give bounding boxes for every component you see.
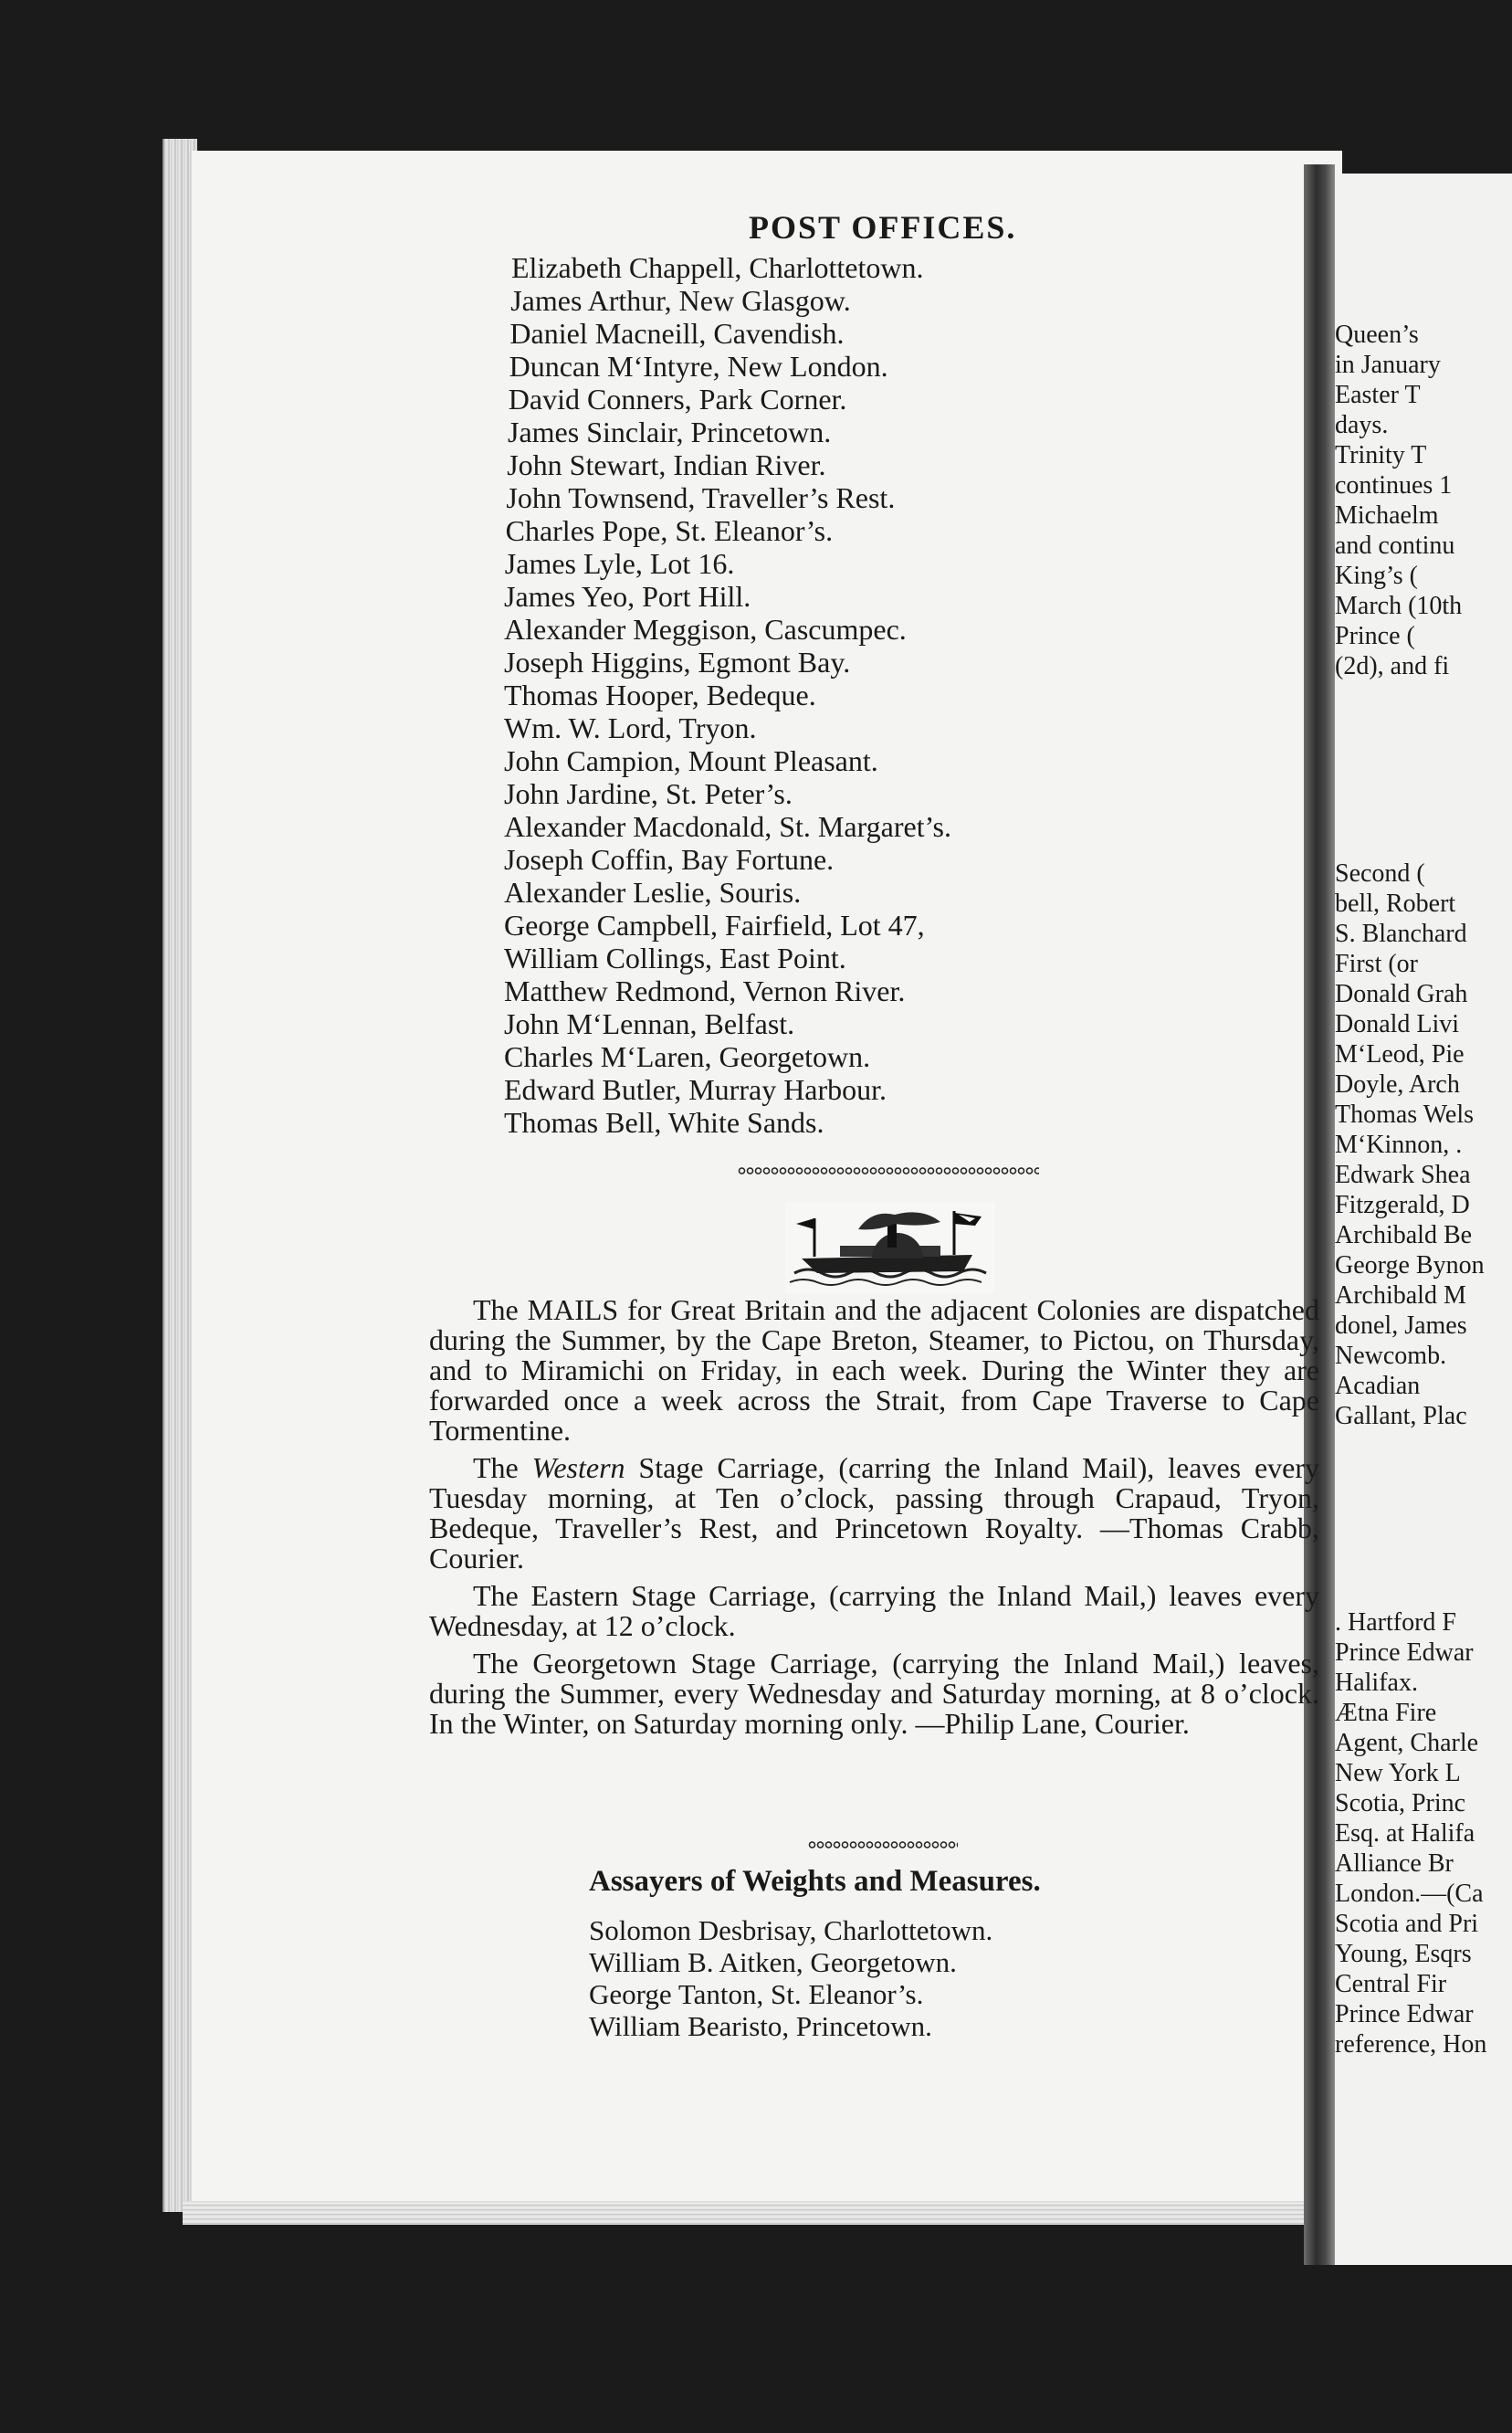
post-office-entry: John Jardine, St. Peter’s. — [504, 777, 793, 810]
right-page-line: Scotia, Princ — [1335, 1789, 1466, 1817]
post-office-entry: David Conners, Park Corner. — [508, 383, 847, 416]
post-office-entry: Matthew Redmond, Vernon River. — [504, 974, 906, 1007]
mails-western-italic: Western — [531, 1451, 625, 1484]
right-page-line: Donald Livi — [1335, 1010, 1460, 1038]
post-office-entry: Charles Pope, St. Eleanor’s. — [505, 514, 834, 547]
mails-paragraph-2-lead: The — [473, 1451, 532, 1484]
right-page-line: Michaelm — [1335, 501, 1439, 530]
mails-paragraph-1: The MAILS for Great Britain and the adjacent Colonies are dispatched during the Summer, by the Cape Breton, Steamer, to Pictou, on Thursday, and to Miramichi on Friday, in each week. During the Winter they are forwarded once a week across the Strait, from Cape Traverse to Cape Tormentine. — [429, 1293, 1319, 1447]
post-offices-list — [504, 251, 951, 1139]
right-page-line: London.—(Ca — [1335, 1880, 1484, 1908]
post-office-entry: Thomas Hooper, Bedeque. — [504, 679, 816, 711]
right-page-line: Ætna Fire — [1335, 1699, 1437, 1727]
assayers-list — [589, 1914, 992, 2042]
right-page-line: in January — [1335, 351, 1441, 379]
right-page-line: George Bynon — [1335, 1251, 1485, 1280]
right-page-line: Alliance Br — [1335, 1849, 1454, 1878]
post-office-entry: John Campion, Mount Pleasant. — [504, 744, 878, 777]
assayer-entry: George Tanton, St. Eleanor’s. — [589, 1978, 924, 2010]
post-office-entry: John Townsend, Traveller’s Rest. — [506, 481, 896, 514]
right-page-line: Thomas Wels — [1335, 1101, 1474, 1129]
right-page-line: First (or — [1335, 950, 1418, 978]
right-page-line: days. — [1335, 411, 1389, 439]
mails-paragraph-3: The Eastern Stage Carriage, (carrying the Inland Mail,) leaves every Wednesday, at 12 o’clock. — [429, 1579, 1319, 1642]
right-page-line: Halifax. — [1335, 1669, 1418, 1697]
post-office-entry: James Arthur, New Glasgow. — [510, 284, 851, 317]
mails-paragraph-2-rest: Stage Carriage, (carring the Inland Mail), leaves every Tuesday morning, at Ten o’clock, passing through Crapaud, Tryon, Bedeque, Traveller’s Rest, and Princetown Royalty. —Thomas Crabb, Courier. — [429, 1451, 1320, 1575]
post-office-entry: James Lyle, Lot 16. — [504, 547, 735, 580]
right-page-line: Edwark Shea — [1335, 1161, 1471, 1189]
right-page-line: Trinity T — [1335, 441, 1427, 469]
right-page-line: Prince Edwar — [1335, 2000, 1474, 2028]
post-office-entry: Joseph Coffin, Bay Fortune. — [504, 843, 835, 876]
steamboat-illustration — [785, 1202, 995, 1293]
right-page-line: King’s ( — [1335, 562, 1418, 590]
right-page-line: continues 1 — [1335, 471, 1453, 500]
right-page-line: Donald Grah — [1335, 980, 1468, 1008]
right-page-line: Queen’s — [1335, 321, 1419, 349]
assayers-title: Assayers of Weights and Measures. — [589, 1865, 1041, 1898]
right-page-line: Young, Esqrs — [1335, 1940, 1472, 1968]
right-page-line: . Hartford F — [1335, 1608, 1456, 1637]
right-page-line: Archibald M — [1335, 1281, 1466, 1310]
right-page-line: M‘Leod, Pie — [1335, 1040, 1465, 1069]
post-office-entry: Daniel Macneill, Cavendish. — [509, 317, 845, 350]
right-page-line: Doyle, Arch — [1335, 1070, 1460, 1099]
mails-paragraph-4: The Georgetown Stage Carriage, (carrying the Inland Mail,) leaves, during the Summer, every Wednesday and Saturday morning, at 8 o’clock. In the Winter, on Saturday morning only. —Philip Lane, Courier. — [429, 1647, 1319, 1740]
right-page-line: reference, Hon — [1335, 2030, 1487, 2059]
post-office-entry: James Yeo, Port Hill. — [504, 580, 751, 613]
post-office-entry: John M‘Lennan, Belfast. — [504, 1007, 795, 1040]
post-office-entry: Alexander Meggison, Cascumpec. — [504, 613, 907, 646]
post-offices-title: POST OFFICES. — [749, 209, 1017, 246]
right-page-line: and continu — [1335, 532, 1455, 560]
post-office-entry: James Sinclair, Princetown. — [508, 416, 832, 448]
right-page-line: M‘Kinnon, . — [1335, 1131, 1463, 1159]
post-office-entry: William Collings, East Point. — [504, 942, 846, 974]
post-office-entry: Alexander Leslie, Souris. — [504, 876, 802, 909]
book-gutter — [1304, 164, 1335, 2265]
mails-section — [429, 1295, 1319, 1746]
post-office-entry: Charles M‘Laren, Georgetown. — [504, 1040, 871, 1073]
right-page-line: Easter T — [1335, 381, 1421, 409]
post-office-entry: Edward Butler, Murray Harbour. — [504, 1073, 887, 1106]
right-page-line: bell, Robert — [1335, 890, 1456, 918]
post-office-entry: Thomas Bell, White Sands. — [504, 1106, 824, 1139]
post-office-entry: Alexander Macdonald, St. Margaret’s. — [504, 810, 951, 843]
right-page-line: donel, James — [1335, 1311, 1467, 1340]
mails-paragraph-2 — [429, 1453, 1319, 1574]
right-page-line: Newcomb. — [1335, 1342, 1447, 1370]
right-page-line: Agent, Charle — [1335, 1729, 1479, 1757]
right-page-line: March (10th — [1335, 592, 1463, 620]
right-page-text — [1335, 320, 1512, 2110]
right-page-line: Central Fir — [1335, 1970, 1447, 1998]
right-page-block — [1335, 858, 1485, 1431]
book-bottom-edges — [183, 2201, 1479, 2225]
post-office-entry: Joseph Higgins, Egmont Bay. — [504, 646, 851, 679]
right-page-line: Gallant, Plac — [1335, 1402, 1467, 1430]
ornamental-divider — [738, 1167, 1039, 1174]
right-page-line: New York L — [1335, 1759, 1461, 1787]
assayer-entry: William B. Aitken, Georgetown. — [589, 1946, 957, 1978]
right-page-line: Second ( — [1335, 859, 1425, 888]
right-page-block — [1335, 320, 1462, 681]
post-office-entry: George Campbell, Fairfield, Lot 47, — [504, 909, 925, 942]
assayer-entry: William Bearisto, Princetown. — [589, 2010, 932, 2042]
post-office-entry: Duncan M‘Intyre, New London. — [509, 350, 888, 383]
post-office-entry: Elizabeth Chappell, Charlottetown. — [511, 251, 924, 284]
right-page-line: Fitzgerald, D — [1335, 1191, 1470, 1219]
right-page-line: Prince ( — [1335, 622, 1415, 650]
right-page-line: Archibald Be — [1335, 1221, 1473, 1249]
post-office-entry: John Stewart, Indian River. — [507, 448, 826, 481]
right-page-line: Prince Edwar — [1335, 1638, 1474, 1667]
post-office-entry: Wm. W. Lord, Tryon. — [504, 711, 757, 744]
right-page-block — [1335, 1607, 1486, 2059]
right-page-line: (2d), and fi — [1335, 652, 1450, 680]
right-page-line: Scotia and Pri — [1335, 1910, 1479, 1938]
right-page-line: Acadian — [1335, 1372, 1421, 1400]
right-page-line: S. Blanchard — [1335, 920, 1467, 948]
right-page-line: Esq. at Halifa — [1335, 1819, 1475, 1848]
assayer-entry: Solomon Desbrisay, Charlottetown. — [589, 1914, 993, 1946]
ornamental-divider-small — [808, 1841, 958, 1848]
